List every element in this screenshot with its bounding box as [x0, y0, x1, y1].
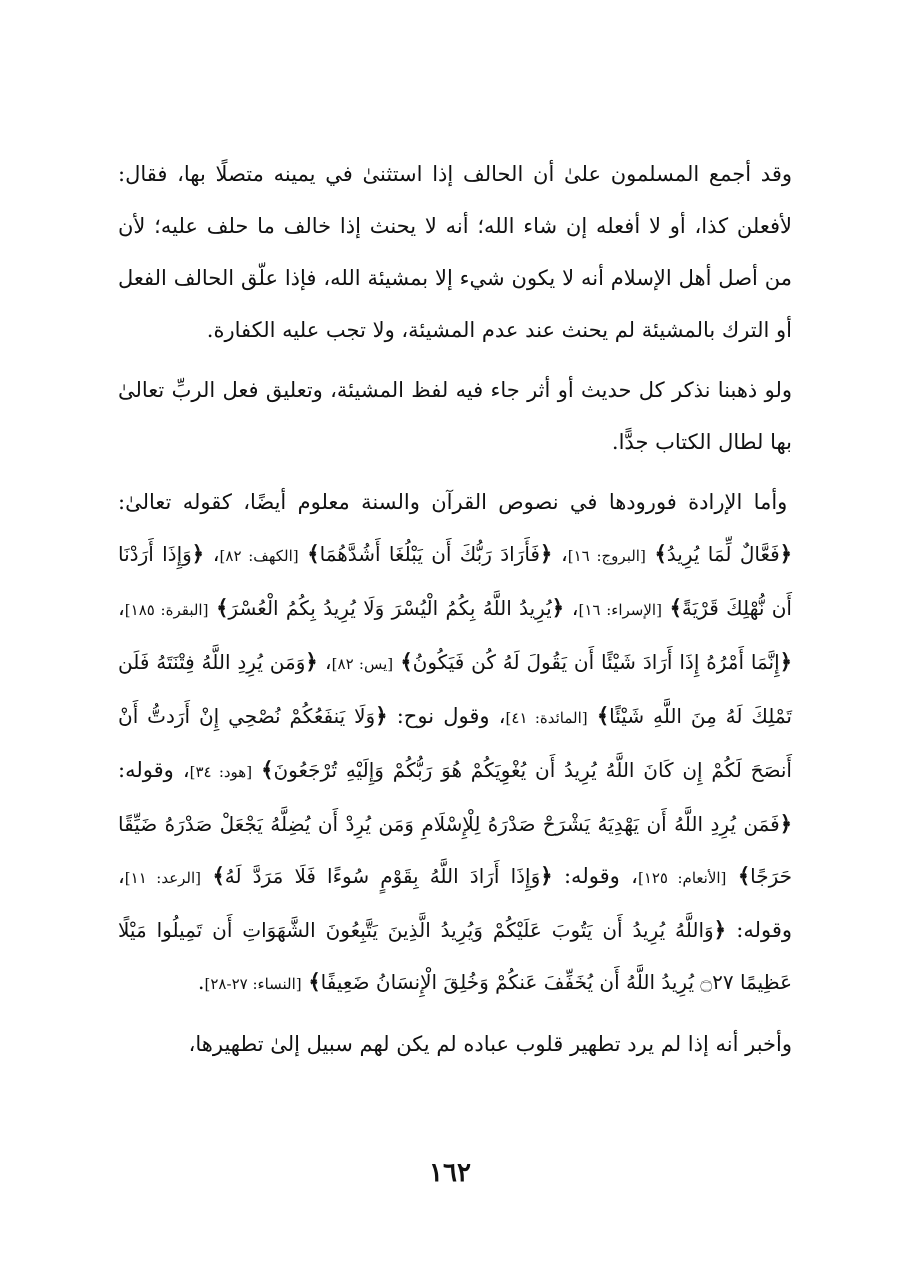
quran-open-bracket: ﴿	[551, 596, 565, 620]
quran-open-bracket: ﴿	[713, 918, 727, 942]
verse-connector: ،	[564, 596, 579, 620]
quran-open-bracket: ﴿	[779, 650, 792, 674]
quran-verse: فَأَرَادَ رَبُّكَ أَن يَبْلُغَا أَشُدَّهُمَا	[319, 542, 540, 566]
quran-verse: وَإِذَا أَرَدْنَا أَن نُّهْلِكَ قَرْيَةً	[118, 542, 792, 620]
page-body	[118, 148, 792, 1070]
quran-close-bracket: ﴾	[307, 542, 320, 566]
paragraph-tathir: وأخبر أنه إذا لم يرد تطهير قلوب عباده لم يكن لهم سبيل إلىٰ تطهيرها،	[188, 1032, 792, 1056]
quran-open-bracket: ﴿	[375, 704, 388, 728]
verse-connector: ،	[552, 542, 568, 566]
quran-open-bracket: ﴿	[191, 542, 205, 566]
verse-connector: ، وقوله:	[552, 864, 638, 888]
verse-reference: [يس: ٨٢]	[331, 655, 394, 673]
verse-reference: [المائدة: ٤١]	[505, 709, 588, 727]
verse-connector: ، وقوله:	[118, 864, 793, 942]
quran-close-bracket: ﴾	[654, 542, 667, 566]
quran-verse: إِنَّمَا أَمْرُهُ إِذَا أَرَادَ شَيْئًا أَن يَقُولَ لَهُ كُن فَيَكُونُ	[412, 650, 780, 674]
verse-connector: ،	[204, 542, 220, 566]
verse-connector: ،	[118, 596, 125, 620]
quran-close-bracket: ﴾	[261, 758, 274, 782]
verses-closing: .	[197, 970, 205, 994]
verse-reference: [النساء: ٢٧-٢٨]	[204, 975, 302, 993]
verses-intro: وأما الإرادة فورودها في نصوص القرآن والسنة معلوم أيضًا، كقوله تعالىٰ:	[118, 490, 788, 514]
quran-verse: فَمَن يُرِدِ اللَّهُ أَن يَهْدِيَهُ يَشْرَحْ صَدْرَهُ لِلْإِسْلَامِ وَمَن يُرِدْ أَن يُضِلَّهُ يَجْعَلْ صَدْرَهُ ضَيِّقًا حَرَجًا	[118, 812, 792, 888]
quran-close-bracket: ﴾	[737, 864, 751, 888]
quran-close-bracket: ﴾	[596, 704, 610, 728]
verse-connector: ، وقوله:	[118, 758, 190, 782]
quran-verse: وَلَا يَنفَعُكُمْ نُصْحِي إِنْ أَرَدتُّ أَنْ أَنصَحَ لَكُمْ إِن كَانَ اللَّهُ يُرِيدُ أَن يُغْوِيَكُمْ هُوَ رَبُّكُمْ وَإِلَيْهِ تُرْجَعُونَ	[118, 704, 792, 782]
quran-close-bracket: ﴾	[400, 650, 413, 674]
verse-connector: ، وقول نوح:	[387, 704, 506, 728]
quran-close-bracket: ﴾	[212, 864, 225, 888]
verse-reference: [الكهف: ٨٢]	[219, 547, 299, 565]
quran-open-bracket: ﴿	[779, 812, 792, 836]
verse-connector: ،	[317, 650, 332, 674]
verse-reference: [البروج: ١٦]	[567, 547, 646, 565]
verse-reference: [هود: ٣٤]	[189, 763, 253, 781]
quran-verse: فَعَّالٌ لِّمَا يُرِيدُ	[666, 542, 780, 566]
verse-reference: [الرعد: ١١]	[124, 869, 202, 887]
paragraph-consensus: وقد أجمع المسلمون علىٰ أن الحالف إذا استثنىٰ في يمينه متصلًا بها، فقال: لأفعلن كذا، أو لا أفعله إن شاء الله؛ أنه لا يحنث إذا خالف ما حلف عليه؛ لأن من أصل أهل الإسلام أنه لا يكون شيء إلا بمشيئة الله، فإذا علّق الحالف الفعل أو الترك بالمشيئة لم يحنث عند عدم المشيئة، ولا تجب عليه الكفارة.	[118, 162, 792, 342]
quran-close-bracket: ﴾	[216, 596, 229, 620]
quran-open-bracket: ﴿	[305, 650, 318, 674]
quran-verse: وَاللَّهُ يُرِيدُ أَن يَتُوبَ عَلَيْكُمْ وَيُرِيدُ الَّذِينَ يَتَّبِعُونَ الشَّهَوَاتِ أَن تَمِيلُوا مَيْلًا عَظِيمًا ۝٢٧ يُرِيدُ اللَّهُ أَن يُخَفِّفَ عَنكُمْ وَخُلِقَ الْإِنسَانُ ضَعِيفًا	[118, 918, 792, 994]
verse-reference: [الإسراء: ١٦]	[578, 601, 662, 619]
quran-open-bracket: ﴿	[540, 864, 553, 888]
paragraph-irada-verses	[118, 476, 792, 1010]
page-number: ١٦٢	[429, 1158, 471, 1188]
verse-reference: [البقرة: ١٨٥]	[124, 601, 209, 619]
verse-reference: [الأنعام: ١٢٥]	[637, 869, 727, 887]
paragraph-hadith-mashia: ولو ذهبنا نذكر كل حديث أو أثر جاء فيه لفظ المشيئة، وتعليق فعل الربِّ تعالىٰ بها لطال الكتاب جدًّا.	[118, 378, 792, 454]
quran-verse: وَإِذَا أَرَادَ اللَّهُ بِقَوْمٍ سُوءًا فَلَا مَرَدَّ لَهُ	[224, 864, 541, 888]
quran-open-bracket: ﴿	[779, 542, 792, 566]
quran-close-bracket: ﴾	[669, 596, 682, 620]
quran-verse: وَمَن يُرِدِ اللَّهُ فِتْنَتَهُ فَلَن تَمْلِكَ لَهُ مِنَ اللَّهِ شَيْئًا	[118, 650, 792, 728]
quran-open-bracket: ﴿	[539, 542, 553, 566]
quran-close-bracket: ﴾	[308, 970, 321, 994]
quran-verse: يُرِيدُ اللَّهُ بِكُمُ الْيُسْرَ وَلَا يُرِيدُ بِكُمُ الْعُسْرَ	[228, 596, 552, 620]
